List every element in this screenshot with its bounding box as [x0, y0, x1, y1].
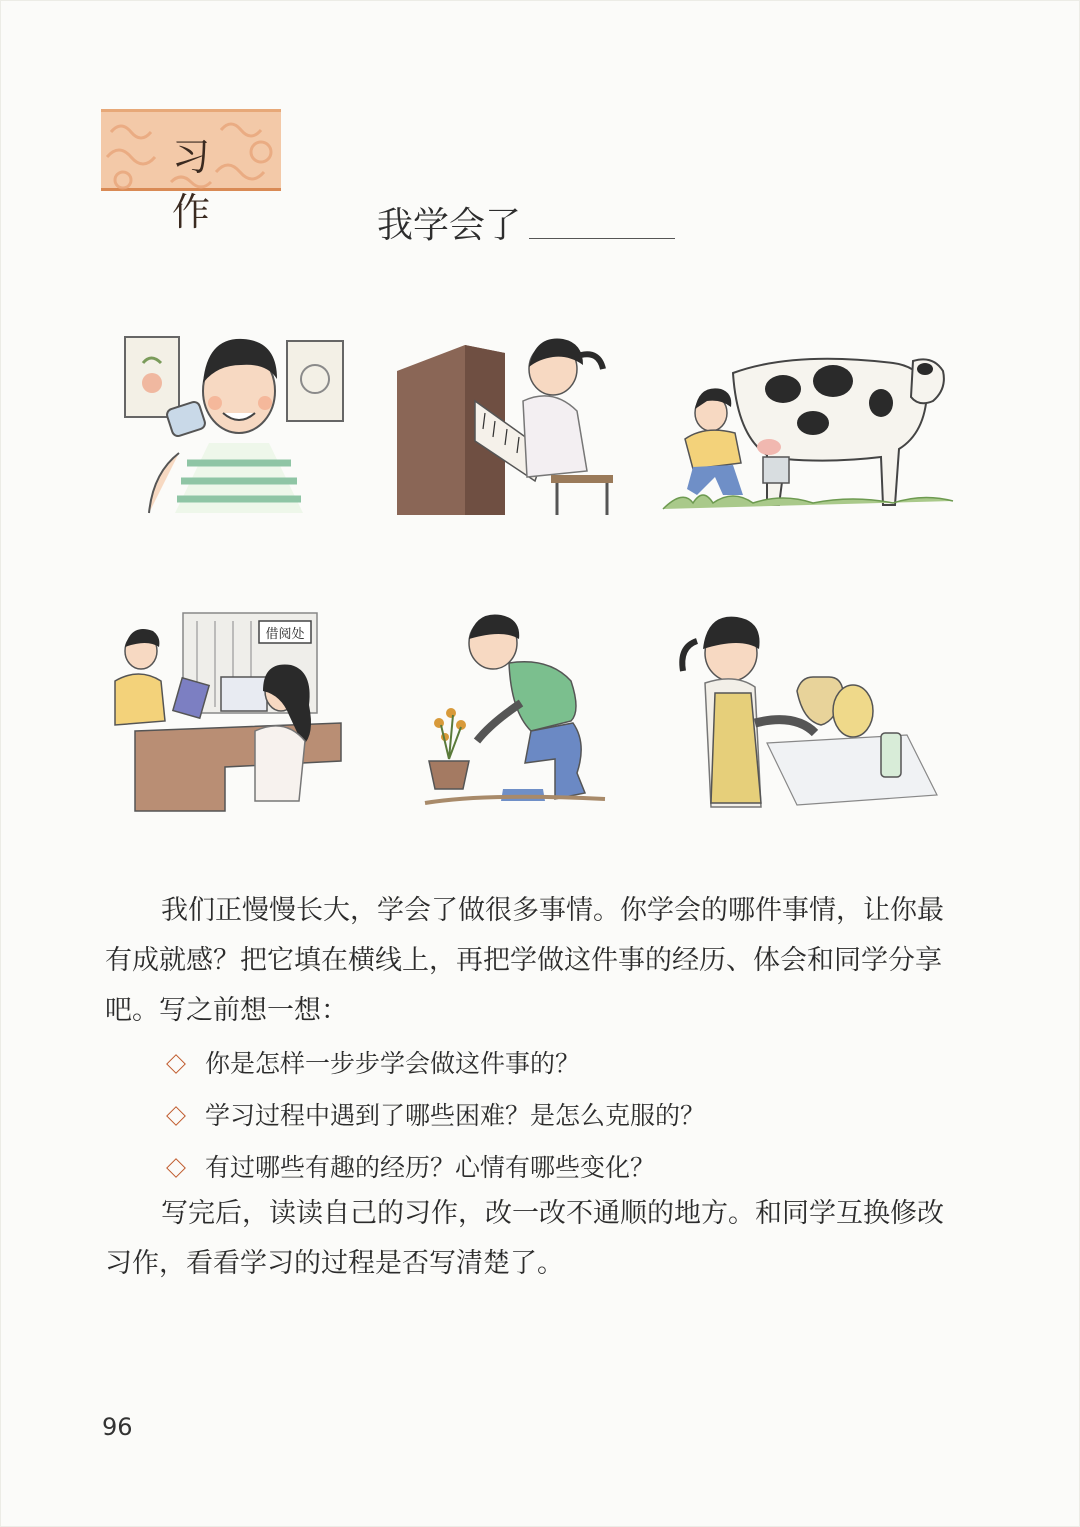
section-tag-label: 习 作: [171, 135, 250, 234]
paragraph-intro: 我们正慢慢长大，学会了做很多事情。你学会的哪件事情，让你最有成就感？把它填在横线上，再把学做这件事的经历、体会和同学分享吧。写之前想一想：: [105, 895, 944, 1026]
illustration-boy-holding-photo: [119, 323, 349, 518]
illustration-library-borrowing-desk: [105, 611, 341, 816]
illustration-girl-playing-piano: [395, 331, 617, 517]
bullet-text: 学习过程中遇到了哪些困难？是怎么克服的？: [205, 1101, 706, 1130]
diamond-bullet-icon: [166, 1054, 186, 1074]
illustration-girl-making-pottery: [675, 603, 941, 818]
bullet-text: 你是怎样一步步学会做这件事的？: [205, 1049, 581, 1078]
library-sign: 借阅处: [265, 626, 305, 641]
bullet-list: [163, 1038, 705, 1194]
bullet-item: [163, 1142, 705, 1194]
illustration-girl-milking-cow: [663, 343, 953, 511]
section-tag: [101, 109, 281, 234]
page-number: 96: [102, 1413, 133, 1441]
bullet-text: 有过哪些有趣的经历？心情有哪些变化？: [205, 1153, 656, 1182]
title-blank-line: [529, 238, 675, 239]
paragraph-closing: 写完后，读读自己的习作，改一改不通顺的地方。和同学互换修改习作，看看学习的过程是否写清楚了。: [105, 1198, 944, 1279]
bullet-item: [163, 1090, 705, 1142]
bullet-item: [163, 1038, 705, 1090]
illustration-boy-potting-plant: [425, 613, 605, 808]
page-title: 我学会了: [377, 205, 522, 246]
diamond-bullet-icon: [166, 1106, 186, 1126]
diamond-bullet-icon: [166, 1158, 186, 1178]
